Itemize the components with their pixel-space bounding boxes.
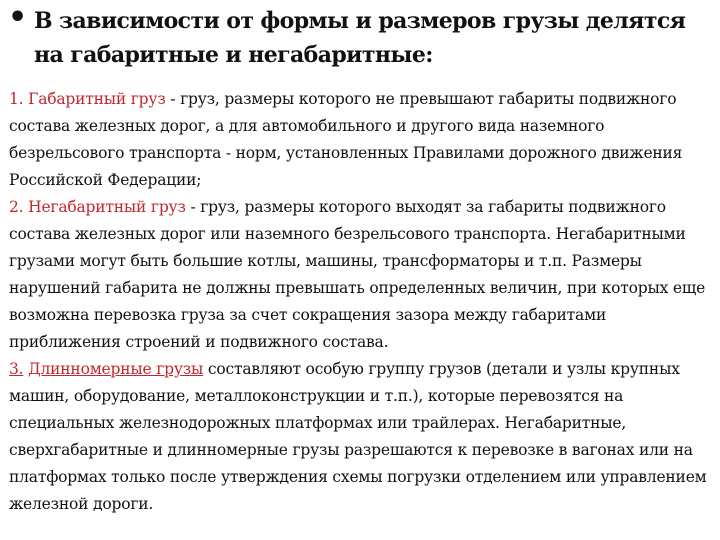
paragraph-2-term: Негабаритный груз bbox=[28, 198, 186, 216]
paragraph-3-text: составляют особую группу грузов (детали и узлы крупных машин, оборудование, металлоконструкции и т.п.), которые перевозятся на специальных железнодорожных платформах или трайлерах. Негабаритные, сверхгабаритные и длинномерные грузы разрешаются к перевозке в вагонах или на платформах только после утверждения схемы погрузки отделением или управлением железной дороги. bbox=[9, 360, 707, 513]
paragraph-3 bbox=[9, 356, 709, 518]
paragraph-3-number: 3. bbox=[9, 360, 24, 378]
paragraph-1-number: 1. bbox=[9, 90, 24, 108]
paragraph-2 bbox=[9, 194, 709, 356]
slide-body bbox=[9, 86, 709, 518]
paragraph-1 bbox=[9, 86, 709, 194]
slide-title: В зависимости от формы и размеров грузы делятся на габаритные и негабаритные: bbox=[34, 8, 686, 68]
paragraph-2-number: 2. bbox=[9, 198, 24, 216]
title-bullet: • bbox=[8, 0, 28, 35]
paragraph-1-term: Габаритный груз bbox=[28, 90, 166, 108]
paragraph-1-text: - груз, размеры которого не превышают габариты подвижного состава железных дорог, а для автомобильного и другого вида наземного безрельсового транспорта - норм, установленных Правилами дорожного движения Российской Федерации; bbox=[9, 90, 683, 189]
paragraph-3-term: Длинномерные грузы bbox=[28, 360, 204, 378]
paragraph-2-text: - груз, размеры которого выходят за габариты подвижного состава железных дорог или наземного безрельсового транспорта. Негабаритными грузами могут быть большие котлы, машины, трансформаторы и т.п. Размеры нарушений габарита не должны превышать определенных величин, при которых еще возможна перевозка груза за счет сокращения зазора между габаритами приближения строений и подвижного состава. bbox=[9, 198, 706, 351]
